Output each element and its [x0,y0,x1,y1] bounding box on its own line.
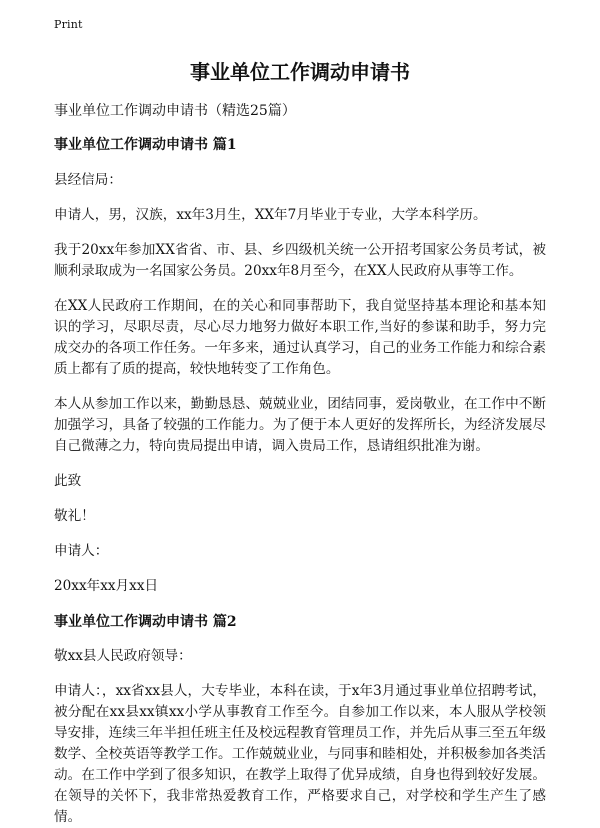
section-1-paragraph-2: 申请人，男，汉族，xx年3月生，XX年7月毕业于专业，大学本科学历。 [54,206,487,223]
section-2-heading: 事业单位工作调动申请书 篇2 [54,613,237,630]
section-2-paragraph-1: 敬xx县人民政府领导： [54,647,192,664]
print-label: Print [54,18,83,31]
section-1-paragraph-9: 20xx年xx月xx日 [54,578,159,595]
section-2-paragraph-2: 申请人：，xx省xx县人，大专毕业，本科在读，于x年3月通过事业单位招聘考试，被分配在xx县xx镇xx小学从事教育工作至今。自参加工作以来，本人服从学校领导安排，连续三年半担任班主任及校远程教育管理员工作，并先后从事三至五年级数学、全校英语等教学工作。工作兢兢业业，与同事和睦相处，并积极参加各类活动。在工作中学到了很多知识，在教学上取得了优异成绩，自身也得到较好发展。在领导的关怀下，我非常热爱教育工作，严格要求自己，对学校和学生产生了感情。 [54,682,546,826]
section-1-paragraph-1: 县经信局： [54,171,122,188]
section-1-paragraph-8: 申请人： [54,543,109,560]
section-1-paragraph-6: 此致 [54,473,82,490]
document-title: 事业单位工作调动申请书 [190,60,410,84]
section-1-paragraph-3: 我于20xx年参加XX省省、市、县、乡四级机关统一公开招考国家公务员考试，被顺利录取成为一名国家公务员。20xx年8月至今，在XX人民政府从事等工作。 [54,241,546,279]
document-subtitle: 事业单位工作调动申请书（精选25篇） [54,103,296,119]
section-1-heading: 事业单位工作调动申请书 篇1 [54,137,237,154]
section-1-paragraph-7: 敬礼！ [54,508,95,525]
section-1-paragraph-4: 在XX人民政府工作期间，在的关心和同事帮助下，我自觉坚持基本理论和基本知识的学习，尽职尽责，尽心尽力地努力做好本职工作,当好的参谋和助手，努力完成交办的各项工作任务。一年多来，通过认真学习，自己的业务工作能力和综合素质上都有了质的提高，较快地转变了工作角色。 [54,297,546,378]
section-1-paragraph-5: 本人从参加工作以来，勤勤恳恳、兢兢业业，团结同事，爱岗敬业，在工作中不断加强学习，具备了较强的工作能力。为了便于本人更好的发挥所长，为经济发展尽自己微薄之力，特向贵局提出申请，调入贵局工作，恳请组织批准为谢。 [54,396,546,455]
